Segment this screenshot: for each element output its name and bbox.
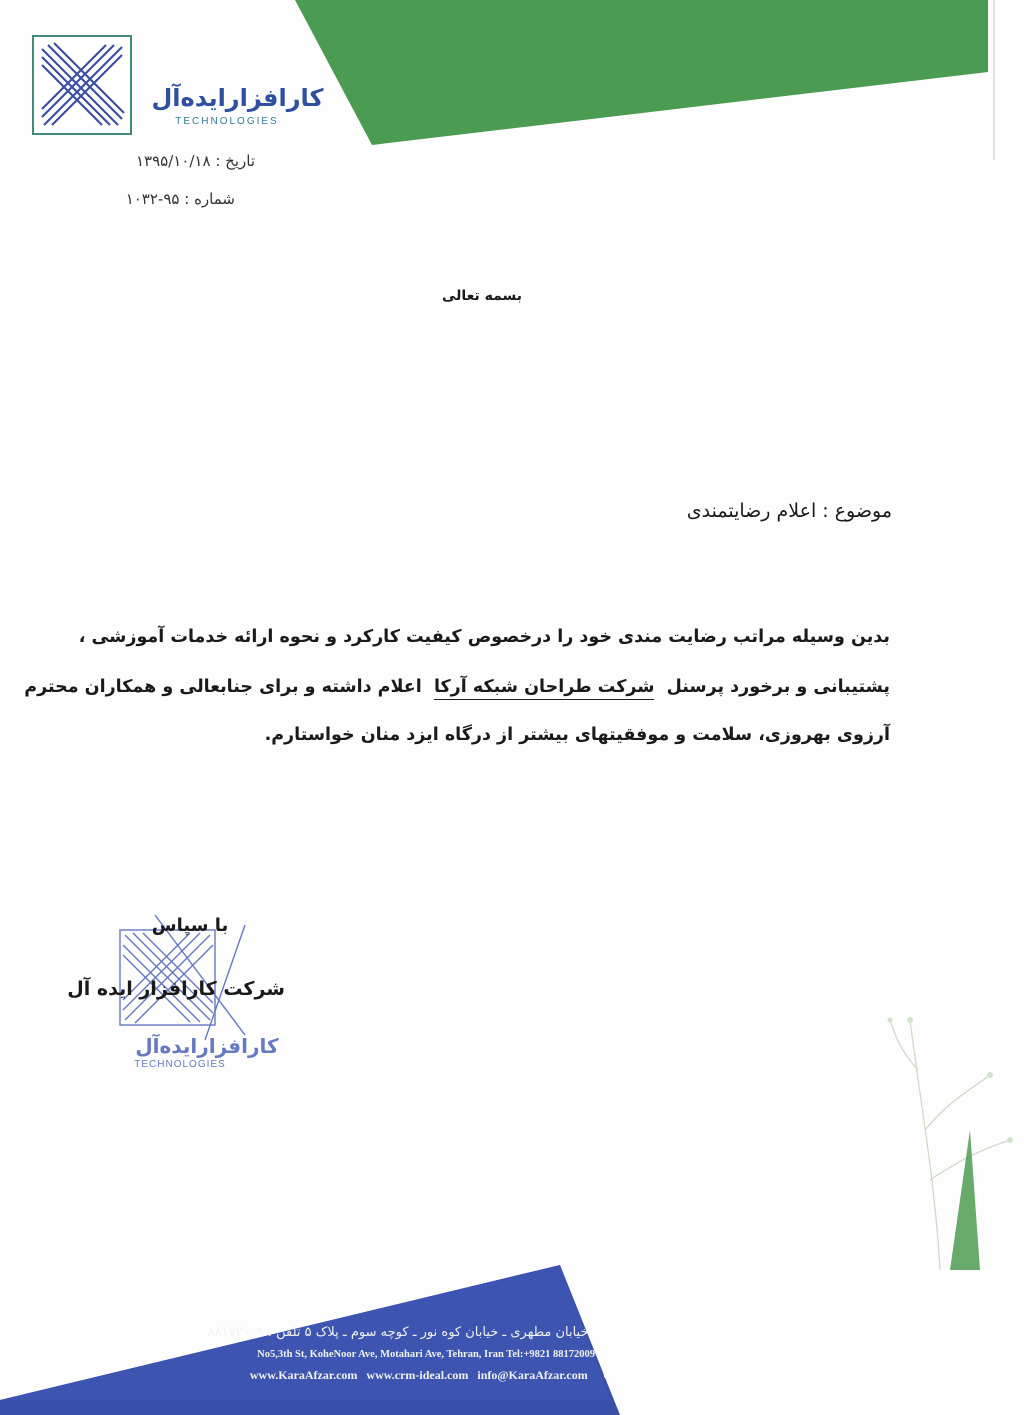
body-line-2-start: پشتیبانی و برخورد پرسنل — [666, 677, 890, 697]
recipient-company-name: شرکت طراحان شبکه آرکا — [434, 677, 655, 700]
footer-web-text: www.KaraAfzar.com www.crm-ideal.com info@KaraAfzar.com — [249, 1368, 588, 1382]
body-line-1: بدین وسیله مراتب رضایت مندی خود را درخصوص کیفیت کارکرد و نحوه ارائه خدمات آموزشی ، — [78, 627, 890, 647]
footer-address-en-text: No5,3th St, KoheNoor Ave, Motahari Ave, Tehran, Iran Tel:+9821 88172009 — [257, 1349, 596, 1360]
letter-date — [105, 152, 255, 170]
decorative-plant — [880, 980, 1024, 1270]
footer-bullet-icon: ● — [603, 1349, 610, 1360]
signature-thanks: با سپاس — [151, 915, 229, 936]
company-logo-subtitle: TECHNOLOGIES — [175, 116, 279, 127]
stamp-subtitle: TECHNOLOGIES — [134, 1059, 226, 1070]
date-label: تاریخ : — [215, 152, 255, 170]
body-line-2-end: اعلام داشته و برای جنابعالی و همکاران محترم — [24, 677, 422, 697]
footer-address-fa — [150, 1325, 610, 1340]
letter-number — [105, 190, 235, 208]
company-logo-name: کارافزارایده‌آل — [151, 84, 324, 112]
letter-subject: موضوع : اعلام رضایتمندی — [686, 500, 892, 522]
stamp-logo-name: کارافزارایده‌آل — [135, 1034, 279, 1058]
body-line-3: آرزوی بهروزی، سلامت و موفقیتهای بیشتر از درگاه ایزد منان خواستارم. — [264, 725, 890, 745]
invocation-heading: بسمه تعالی — [441, 288, 523, 304]
body-line-2 — [24, 677, 890, 697]
header-green-band — [0, 0, 1024, 160]
number-value: ۹۵-۱۰۳۲ — [125, 190, 180, 208]
signature-company: شرکت کارافزار ایده آل — [67, 978, 285, 1000]
footer-bullet-icon: ● — [598, 1325, 610, 1340]
footer-web-contacts — [150, 1368, 610, 1383]
footer-address-en — [150, 1349, 610, 1360]
date-value: ۱۳۹۵/۱۰/۱۸ — [135, 152, 211, 170]
company-logo-icon — [32, 35, 132, 135]
footer-address-fa-text: خیابان مطهری ـ خیابان کوه نور ـ کوچه سوم ـ پلاک ۵ تلفن : ۸۸۱۷۲۰۰۹ — [207, 1325, 589, 1340]
number-label: شماره : — [184, 190, 235, 208]
footer-bullet-icon: ● — [602, 1368, 610, 1382]
